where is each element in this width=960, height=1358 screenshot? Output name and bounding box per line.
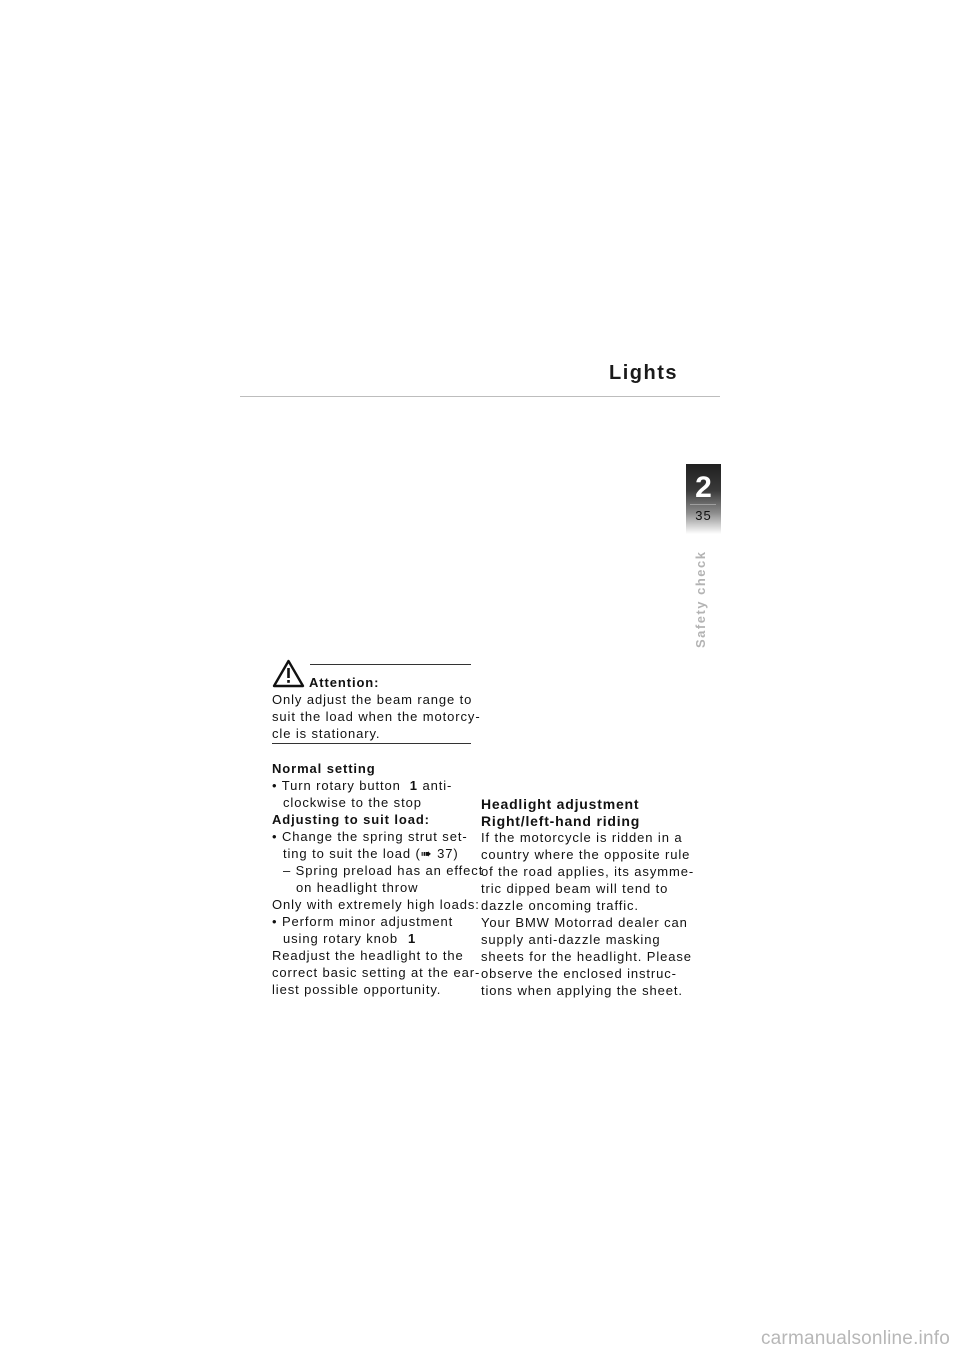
adjust-step-cont: ting to suit the load (➠ 37) [283, 846, 459, 861]
right-line: sheets for the headlight. Please [481, 949, 692, 964]
normal-setting-step-cont: clockwise to the stop [283, 795, 422, 810]
heading-line: Headlight adjustment [481, 796, 640, 812]
watermark: carmanualsonline.info [760, 1328, 950, 1349]
right-line: supply anti-dazzle masking [481, 932, 661, 947]
attention-top-rule [310, 664, 471, 665]
extreme-load-text: Only with extremely high loads: [272, 897, 480, 912]
chapter-number: 2 [695, 471, 712, 504]
attention-line: Only adjust the beam range to [272, 692, 473, 707]
normal-setting-heading: Normal setting [272, 761, 376, 776]
header-rule [240, 396, 720, 397]
readjust-line: Readjust the headlight to the [272, 948, 464, 963]
adjust-heading: Adjusting to suit load: [272, 812, 430, 827]
right-line: If the motorcycle is ridden in a [481, 830, 683, 845]
callout-number: 1 [409, 778, 418, 793]
section-side-label: Safety check [693, 550, 708, 648]
warning-triangle-icon [272, 659, 305, 688]
right-line: observe the enclosed instruc- [481, 966, 677, 981]
right-column [481, 829, 711, 999]
right-line: of the road applies, its asymme- [481, 864, 695, 879]
attention-text [272, 691, 481, 742]
minor-step: • Perform minor adjustment [272, 914, 454, 929]
right-line: dazzle oncoming traffic. [481, 898, 639, 913]
normal-setting-step [272, 777, 482, 794]
step-text: • Turn rotary button [272, 778, 401, 793]
callout-number: 1 [408, 931, 417, 946]
right-line: tions when applying the sheet. [481, 983, 683, 998]
step-text: using rotary knob [283, 931, 399, 946]
chapter-divider [690, 504, 716, 505]
readjust-line: liest possible opportunity. [272, 982, 442, 997]
right-line: country where the opposite rule [481, 847, 691, 862]
attention-line: cle is stationary. [272, 726, 381, 741]
page-title: Lights [609, 362, 678, 384]
readjust-line: correct basic setting at the ear- [272, 965, 481, 980]
headlight-adjustment-heading [481, 796, 711, 830]
attention-line: suit the load when the motorcy- [272, 709, 481, 724]
step-text: anti- [422, 778, 453, 793]
right-line: tric dipped beam will tend to [481, 881, 669, 896]
attention-title: Attention: [309, 675, 380, 690]
adjust-substep: – Spring preload has an effect [283, 863, 484, 878]
adjust-step: • Change the spring strut set- [272, 829, 468, 844]
heading-line: Right/left-hand riding [481, 813, 641, 829]
left-column [272, 760, 482, 998]
adjust-substep-cont: on headlight throw [296, 880, 419, 895]
page-number: 35 [695, 508, 712, 523]
minor-step-cont [272, 930, 482, 947]
right-line: Your BMW Motorrad dealer can [481, 915, 688, 930]
